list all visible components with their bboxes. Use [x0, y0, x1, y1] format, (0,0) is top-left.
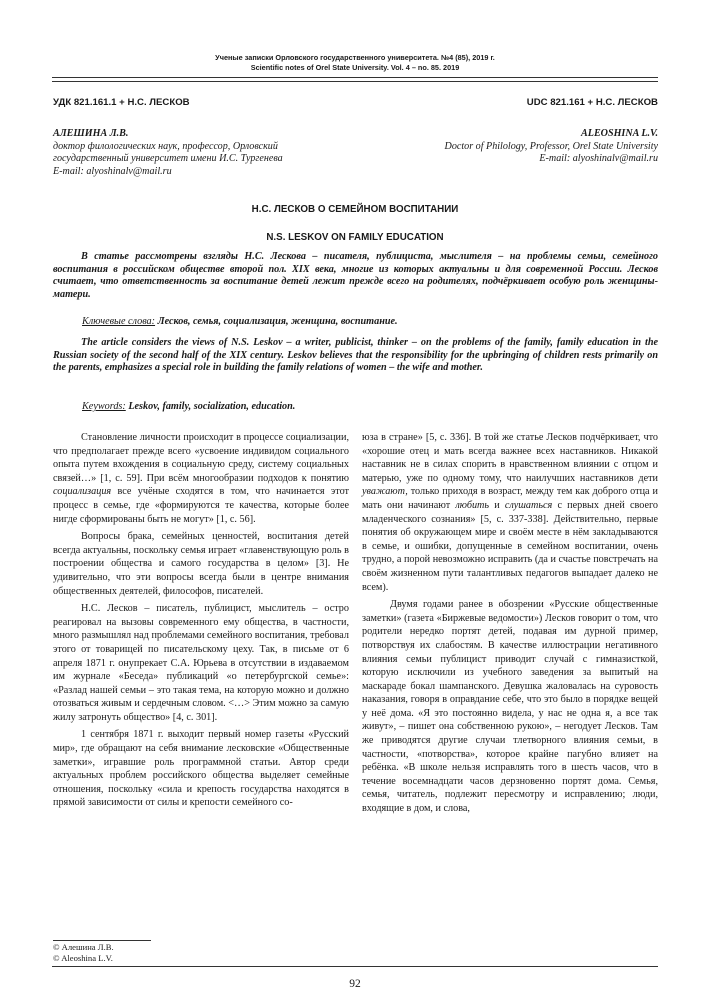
emphasis: слушаться — [504, 499, 553, 511]
author-affiliation-ru-1: доктор филологических наук, профессор, Орловский — [53, 140, 278, 152]
author-affiliation-en: Doctor of Philology, Professor, Orel State University — [444, 140, 658, 152]
body-column-right — [362, 431, 658, 816]
header-rule-bottom — [52, 81, 658, 82]
author-affiliation-ru-2: государственный университет имени И.С. Тургенева — [53, 153, 283, 165]
keywords-text-ru: Лесков, семья, социализация, женщина, воспитание. — [157, 316, 398, 327]
journal-header — [0, 53, 710, 72]
body-paragraph: 1 сентября 1871 г. выходит первый номер газеты «Русский мир», где обращают на себя внимание лесковские «Общественные заметки», игравшие роль программной статьи. Автор среди актуальных проблем российского общества выделяет семейные отношения, поскольку «сила и крепость государства находятся в прямой зависимости от силы и крепости семейного со- — [53, 729, 349, 809]
body-paragraph — [362, 431, 658, 594]
emphasis: уважают, — [362, 486, 408, 498]
header-rule-top — [52, 77, 658, 78]
text-run: Становление личности происходит в процессе социализации, что предполагает прежде всего «усвоение индивидом социального опыта путем вхождения в социальную среду, систему социальных связей…» [1, с. 59]. При всём многообразии подходов к понятию — [53, 432, 349, 484]
body-paragraph: Двумя годами ранее в обозрении «Русские общественные заметки» (газета «Биржевые ведомости») Лесков говорит о том, что родители нередко портят детей, подавая им дурной пример, потворствуя их слабостям. В качестве иллюстрации негативного влияния семьи публицист приводит случай с гимназисткой, которую исключили из учебного заведения за выпитый на маскараде бокал шампанского. Девушка жаловалась на суровость наказания, говоря в оправдание себе, что это было в порядке вещей у неё дома. «Я это постоянно видела, у нас не одна я, а все так живут», – пишет она собственною рукою», – негодует Лесков. Там же приводятся другие случаи тлетворного влияния семьи, в частности, «потворства», которое крайне пагубно влияет на ребёнка. «В школе нельзя исправлять того в шесть часов, что в течение восемнадцати часов дерзновенно портят дома. Семья, семья, читатель, подлежит пересмотру и исправлению; люди, входящие в дом, и слова, — [362, 599, 658, 815]
udc-ru: УДК 821.161.1 + Н.С. ЛЕСКОВ — [53, 97, 190, 108]
footnote-rule — [53, 940, 151, 941]
keywords-en — [82, 401, 658, 414]
keywords-ru — [82, 316, 658, 329]
article-title-en: N.S. LESKOV ON FAMILY EDUCATION — [266, 232, 444, 243]
body-paragraph: Вопросы брака, семейных ценностей, воспитания детей всегда актуальны, поскольку семья играет «главенствующую роль в построении общества и самого государства в целом» [3]. Не удивительно, что эти вопросы всегда были в центре внимания общественных деятелей, философов, писателей. — [53, 531, 349, 597]
udc-en: UDC 821.161 + Н.С. ЛЕСКОВ — [526, 97, 658, 108]
keywords-label-ru: Ключевые слова: — [82, 316, 156, 327]
footer-rule — [52, 966, 658, 967]
text-run: юза в стране» [5, с. 336]. В той же статье Лесков подчёркивает, что «хорошие отец и мать всегда важнее всех наставников. Никакой наставник не в силах спорить в нравственном влиянии с отцом и матерью, уже по одному тому, что наилучших наставников дети — [362, 432, 658, 484]
body-paragraph: Н.С. Лесков – писатель, публицист, мыслитель – остро реагировал на вызовы современного ему общества, в частности, много размышлял над проблемами семейного воспитания, требовал этого от товарищей по писательскому цеху. Так, в письме от 6 апреля 1871 г. онупрекает С.А. Юрьева в отсутствии в издаваемом им журнале «Беседа» публикаций «о петербургской семье»: «Разлад нашей семьи – это такая тема, на которую можно и должно отозваться живым и сердечным словом. <…> Этим можно за самую жилу затронуть общество» [4, с. 301]. — [53, 603, 349, 723]
footnote — [53, 942, 114, 963]
journal-title-en: Scientific notes of Orel State University. Vol. 4 – no. 85. 2019 — [250, 62, 460, 72]
article-title-ru: Н.С. ЛЕСКОВ О СЕМЕЙНОМ ВОСПИТАНИИ — [251, 204, 459, 215]
emphasis: любить — [455, 499, 490, 511]
keywords-text-en: Leskov, family, socialization, education. — [128, 401, 296, 412]
body-column-left — [53, 431, 349, 810]
keywords-label-en: Keywords: — [82, 401, 126, 412]
body-paragraph — [53, 431, 349, 526]
copyright-ru: © Алешина Л.В. — [53, 942, 114, 952]
author-block-ru — [53, 128, 373, 178]
emphasis: социализация — [53, 486, 112, 498]
abstract-ru: В статье рассмотрены взгляды Н.С. Лескова – писателя, публициста, мыслителя – на проблемы семьи, семейного воспитания в российском обществе второй пол. XIX века, многие из которых актуальны и для современной России. Лесков считает, что ответственность за воспитание детей лежит прежде всего на родителях, подчёркивает особую роль женщины-матери. — [53, 251, 658, 300]
journal-title-ru: Ученые записки Орловского государственного университета. №4 (85), 2019 г. — [215, 53, 495, 62]
author-name-ru: АЛЕШИНА Л.В. — [53, 128, 129, 139]
page-number: 92 — [349, 978, 361, 990]
text-run: с первых дней своего младенческого сознания» [5, с. 337-338]. Действительно, первые понятия об окружающем мире и своём месте в нём закладываются в семье, и ошибки, допущенные в семейном воспитании, очень трудно, а порой невозможно исправить (да и счастье повстречать на своём жизненном пути талантливых педагогов выпадает далеко не всем). — [362, 499, 659, 593]
author-name-en: ALEOSHINA L.V. — [581, 128, 658, 139]
abstract-en: The article considers the views of N.S. Leskov – a writer, publicist, thinker – on the problems of the family, family education in the Russian society of the second half of the XIX century. Leskov believes that the responsibility for the upbringing of children rests primarily on the parents, emphasizes a special role in building the family relations of women – the wife and mother. — [53, 337, 658, 374]
copyright-en: © Aleoshina L.V. — [53, 952, 113, 963]
text-run: все учёные сходятся в том, что начинается этот процесс в семье, где «формируются те качества, которые более нигде сформированы быть не могут» [1, с. 56]. — [53, 486, 349, 525]
author-block-en — [338, 128, 658, 166]
text-run: и — [489, 499, 505, 511]
author-email-ru: E-mail: alyoshinalv@mail.ru — [53, 165, 172, 177]
author-email-en: E-mail: alyoshinalv@mail.ru — [539, 153, 658, 165]
text-run: только приходя в возраст, между тем как доброго отца и мать они начинают — [362, 486, 658, 511]
